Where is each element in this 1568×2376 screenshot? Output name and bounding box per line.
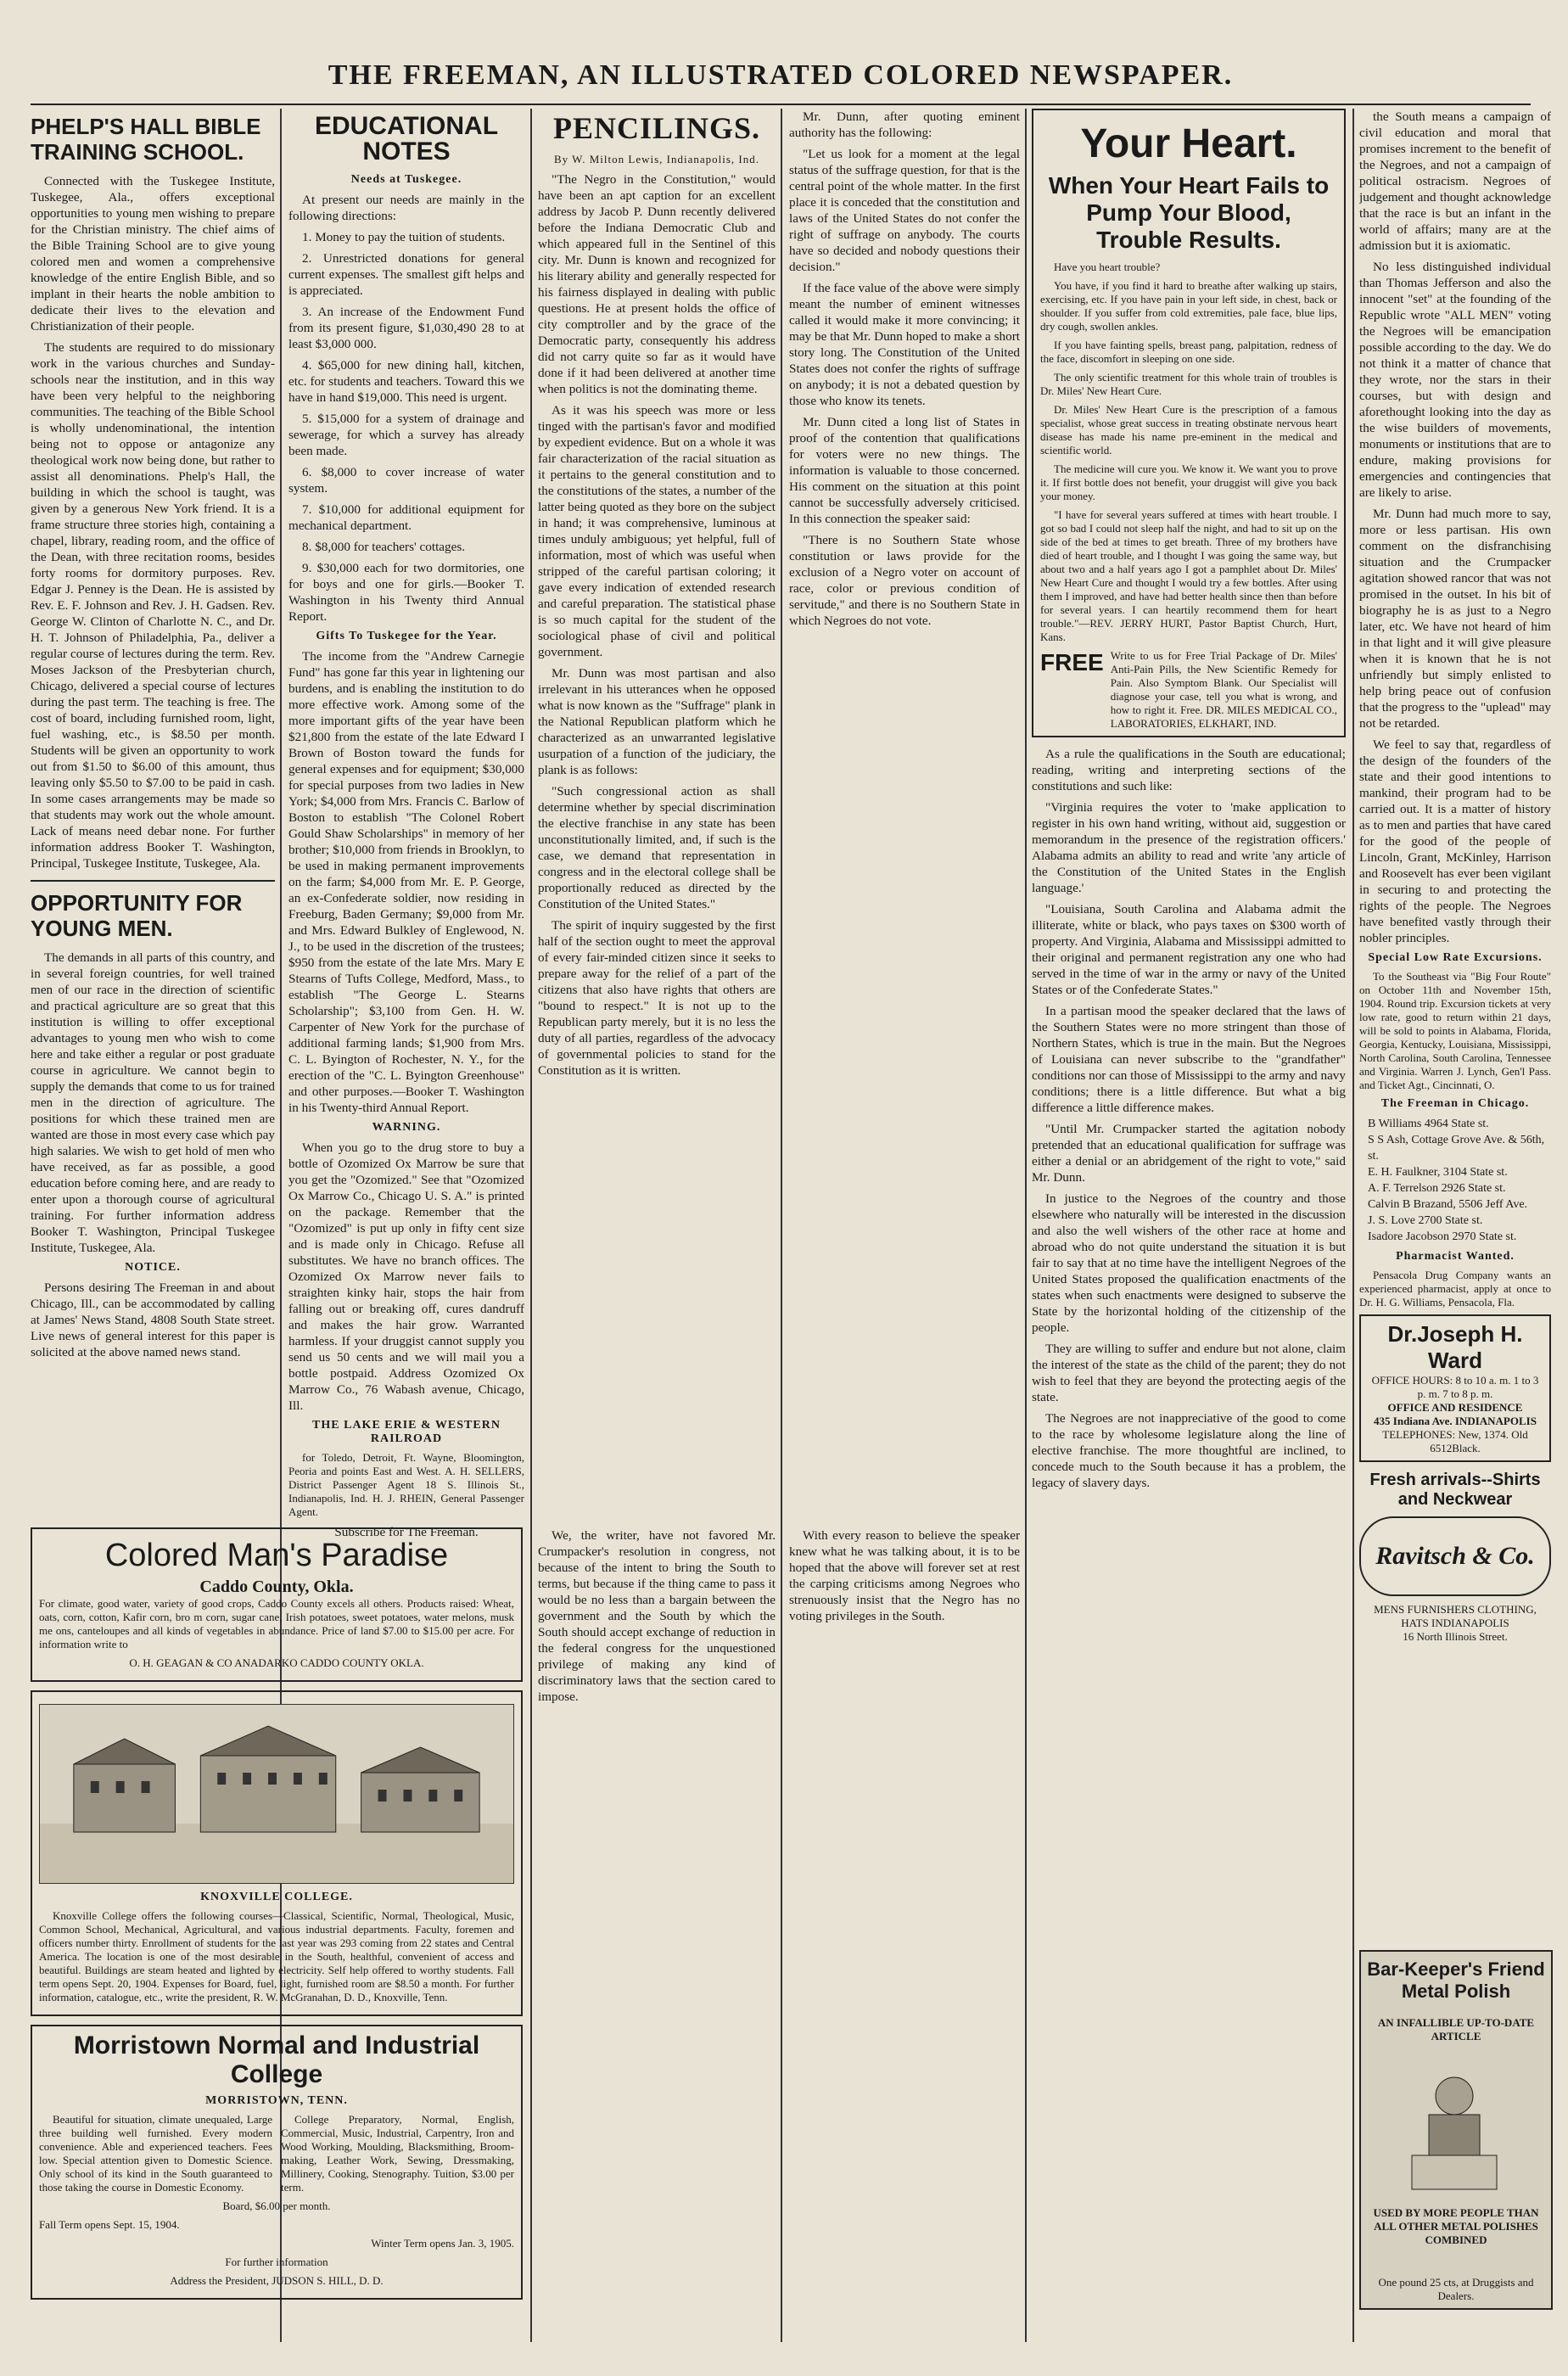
- warning-text: When you go to the drug store to buy a bottle of Ozomized Ox Marrow be sure that you get the "Ozomized." See that "Ozomized Ox Marrow Co., Chicago U. S. A." is printed on the package. Remember that the "Ozomized" is put up only in fifty cent size and is made only in Chicago. Refuse all substitutes. We have no branch offices. The Ozomized Ox Marrow never fails to straighten kinky hair, stops the hair from falling out or breaking off, cures dandruff and makes the hair grow. Warranted harmless. If your druggist cannot supply you send us 50 cents and we will mail you a bottle postpaid. Address Ozomized Ox Marrow Co., 76 Wabash avenue, Chicago, Ill.: [288, 1140, 524, 1413]
- ward-hours: OFFICE HOURS: 8 to 10 a. m. 1 to 3 p. m. 7 to 8 p. m.: [1371, 1374, 1539, 1400]
- qualifications-paragraph: "Until Mr. Crumpacker started the agitation nobody pretended that an educational qualification for suffrage was either a denial or an abridgement of the right to vote," said Mr. Dunn.: [1032, 1122, 1346, 1185]
- needs-item: 5. $15,000 for a system of drainage and sewerage, for which a survey has already been made.: [288, 412, 524, 458]
- paradise-text: For climate, good water, variety of good crops, Caddo County excels all others. Products raised: Wheat, oats, corn, cotton, Kafir corn, bro m corn, sugar cane, Irish potatoes, sweet potatoes, water melons, musk me ons, canteloupes and all kinds of vegetables in abundance. Price of land $7.00 to $15.00 per acre. For information write to: [39, 1597, 514, 1650]
- educational-heading: EDUCATIONAL NOTES: [314, 112, 499, 165]
- ads-block: [31, 1527, 523, 2342]
- needs-item: 9. $30,000 each for two dormitories, one for boys and one for girls.—Booker T. Washington in his Twenty third Annual Report.: [288, 561, 524, 624]
- chicago-agent: S S Ash, Cottage Grove Ave. & 56th, st.: [1368, 1134, 1545, 1163]
- pencilings-paragraph: If the face value of the above were simply meant the number of eminent witnesses called it would make it more convincing; it may be that Mr. Dunn hoped to make a short story long. The Constitution of the United States does not confer the rights of suffrage on anybody; it is not a debated question by those who know its tenets.: [789, 281, 1020, 408]
- needs-item: 8. $8,000 for teachers' cottages.: [302, 540, 466, 554]
- notice-heading: NOTICE.: [125, 1261, 181, 1274]
- subscribe-note: Subscribe for The Freeman.: [334, 1525, 479, 1539]
- morristown-ad: [31, 2025, 523, 2300]
- chicago-agent: A. F. Terrelson 2926 State st.: [1368, 1182, 1506, 1195]
- pencilings-paragraph: As it was his speech was more or less tinged with the partisan's favor and modified by expedient evidence. But on a whole it was fair characterization of the racial situation as it pertains to the general constitution and to the constitutions of the states, a number of the latter being quoted as they bore on the subject in hand; it was comprehensive, luminous at times unduly ambiguous; yet helpful, full of information, most of which was useful when stripped of the careful partisan coloring; it gave every indication of extended research and careful preparation. The statistical phase is so much capital for the student of the sociological phase of civil and political government.: [538, 403, 776, 659]
- morristown-left: Beautiful for situation, climate unequaled, Large three building well furnished. Every modern convenience. Able and experienced teachers. Fees low. Special attention given to Domestic Science. Only school of its kind in the South guaranteed to those taking the course in Domestic Economy.: [39, 2113, 272, 2194]
- opportunity-paragraph: The demands in all parts of this country, and in several foreign countries, for well trained men of our race in the direction of scientific and practical agriculture are so great that this institution is willing to offer exceptional advantages to young men who wish to come here and take either a regular or post graduate course in agriculture. We cannot begin to supply the demands that come to us for trained men in the direction of agriculture. The positions for which these trained men are wanted are those in most every case which pay high salaries. We wish to get hold of men who have received, as far as possible, a good education before coming here, and are ready to enter upon a thorough course of agricultural training. For further information address Booker T. Washington, Principal Tuskegee Institute, Tuskegee, Ala.: [31, 950, 275, 1255]
- pencilings-paragraph: Mr. Dunn, after quoting eminent authority has the following:: [789, 109, 1020, 140]
- column-rule: [530, 109, 532, 2342]
- needs-heading: Needs at Tuskegee.: [350, 173, 462, 186]
- chicago-list: [1359, 1116, 1551, 1245]
- gifts-text: The income from the "Andrew Carnegie Fund" has gone far this year in lightening our burdens, and is enabling the institution to do more effective work. Among some of the more important gifts of the year have been $21,800 from the estate of the late Edward I Brown of Boston toward the funds for general expenses and for equipment; $30,000 for special purposes from two ladies in New York; $4,000 from Mrs. Francis C. Barlow of Boston to establish "The Colonel Robert Gould Shaw Scholarships" in memory of her brother; $10,000 from friends in Brooklyn, to be used in making permanent improvements on the farm; $4,000 from Mr. E. P. George, an ex-Confederate soldier, now residing in Freeburg, Baden Germany; $9,000 from Mr. and Mrs. Edward Bulkley of Englewood, N. J., to be used in the discretion of the trustees; $950 from the estate of the late Mrs. Mary E Stearns of Tufts College, Medford, Mass., to establish "The George L. Stearns Scholarship"; $3,100 from Gen. H. W. Carpenter of New York for the purchase of additional farming lands; $1,900 from Mrs. C. L. Byington of Rochester, N. Y., for the erection of the "C. L. Byington Greenhouse" and other purposes.—Booker T. Washington in his Twenty-third Annual Report.: [288, 649, 524, 1115]
- paradise-ad: [31, 1527, 523, 1682]
- pencilings-paragraph: With every reason to believe the speaker knew what he was talking about, it is to be hoped that the above will forever set at rest the carping criticisms among Negroes who strenuously insist that the Negro has no voting privileges in the South.: [789, 1528, 1020, 1623]
- morristown-winter: Winter Term opens Jan. 3, 1905.: [371, 2237, 514, 2250]
- heart-free-offer: [1040, 649, 1337, 731]
- free-label: FREE: [1040, 649, 1104, 675]
- pencilings-heading: PENCILINGS.: [552, 111, 761, 145]
- column-rule: [1352, 109, 1354, 2342]
- col6-paragraph: No less distinguished individual than Thomas Jefferson and also the innocent "set" at the founding of the Republic wrote "ALL MEN" voting the Negroes will be emancipation possible according to the day. We do not think it a matter of chance that they wrote, nor the stars in their courses, but with design and aforethought looking into the day as the wise builders of movements, monuments or institutions that are to endure, making provisions for emergencies and contingencies that are likely to arise.: [1359, 260, 1551, 500]
- morristown-fall: Fall Term opens Sept. 15, 1904.: [39, 2218, 180, 2231]
- polish-footer: One pound 25 cts, at Druggists and Dealers.: [1378, 2276, 1534, 2302]
- ward-telephones: TELEPHONES: New, 1374. Old 6512Black.: [1382, 1428, 1528, 1454]
- pencilings-paragraph: "Let us look for a moment at the legal status of the suffrage question, for that is the central point of the whole matter. In the first place it is conceded that the constitution and laws of the United States do not confer the right of suffrage on anybody. The courts have so decided and nobody questions their decision.": [789, 147, 1020, 274]
- chicago-agent: Isadore Jacobson 2970 State st.: [1368, 1230, 1517, 1243]
- needs-item: 1. Money to pay the tuition of students.: [302, 230, 506, 244]
- column-3: [538, 109, 776, 1519]
- column-rule: [1025, 109, 1027, 2342]
- column-5: [1032, 109, 1346, 2342]
- heart-subheading: When Your Heart Fails to Pump Your Blood, Trouble Results.: [1048, 172, 1330, 253]
- excursion-text: To the Southeast via "Big Four Route" on October 11th and November 15th, 1904. Round trip. Excursion tickets at very low rate, good to return within 21 days, will be sold to points in Alabama, Florida, Georgia, Kentucky, Louisiana, Mississippi, North Carolina, South Carolina, Tennessee and Virginia. Warren J. Lynch, Gen'l Pass. and Ticket Agt., Cincinnati, O.: [1359, 970, 1551, 1091]
- column-4: [789, 109, 1020, 1519]
- ward-ad: [1359, 1314, 1551, 1462]
- knoxville-text: Knoxville College offers the following courses—Classical, Scientific, Normal, Theological, Music, Common School, Mechanical, Agricultural, and various industrial departments. Faculty, foremen and officers number thirty. Enrollment of students for the last year was 293 coming from 22 states and Central America. The location is one of the most desirable in the South, healthful, convenient of access and beautiful. Buildings are steam heated and lighted by electricity. Self help offered to worthy students. Fall term opens Sept. 20, 1904. Expenses for Board, fuel, light, furnished room are $8.50 a month. For further information, catalogue, etc., write the president, R. W. McGranahan, D. D., Knoxville, Tenn.: [39, 1909, 514, 2003]
- chicago-heading: The Freeman in Chicago.: [1380, 1097, 1530, 1110]
- pencilings-paragraph: "There is no Southern State whose constitution or laws provide for the exclusion of a Negro voter on account of race, color or previous condition of servitude," and there is no Southern State in which Negroes do not vote.: [789, 533, 1020, 628]
- qualifications-paragraph: They are willing to suffer and endure but not alone, claim the interest of the state as the child of the parent; they do not wish to feel that they are beyond the protecting aegis of the state.: [1032, 1342, 1346, 1404]
- polish-used-by: USED BY MORE PEOPLE THAN ALL OTHER METAL POLISHES COMBINED: [1373, 2206, 1539, 2246]
- knoxville-illustration: [39, 1704, 514, 1884]
- chicago-agent: Calvin B Brazand, 5506 Jeff Ave.: [1368, 1198, 1528, 1211]
- ravitsch-tagline: MENS FURNISHERS CLOTHING, HATS INDIANAPOLIS: [1374, 1603, 1537, 1629]
- phelps-paragraph: Connected with the Tuskegee Institute, Tuskegee, Ala., offers exceptional opportunities to young men wishing to prepare for the Christian ministry. The chief aims of the Bible Training School are to give young colored men and women a comprehensive knowledge of the entire English Bible, and so implant in their hearts the noble ambition to dedicate their lives to the elevation and Christianization of their people.: [31, 174, 275, 333]
- morristown-address: Address the President, JUDSON S. HILL, D. D.: [170, 2274, 384, 2287]
- needs-item: 7. $10,000 for additional equipment for mechanical department.: [288, 502, 524, 533]
- morristown-columns: [39, 2113, 514, 2199]
- notice-text: Persons desiring The Freeman in and about Chicago, Ill., can be accommodated by calling at James' News Stand, 4808 South State street. Live news of general interest for this paper is solicited at the above named news stand.: [31, 1280, 275, 1359]
- newspaper-page: [12, 0, 1549, 2376]
- gifts-heading: Gifts To Tuskegee for the Year.: [316, 630, 497, 642]
- phelps-heading: PHELP'S HALL BIBLE TRAINING SCHOOL.: [31, 114, 261, 165]
- polish-illustration: [1395, 2071, 1514, 2198]
- column-3-lower: [538, 1527, 776, 2342]
- free-text: Write to us for Free Trial Package of Dr. Miles' Anti-Pain Pills, the New Scientific Remedy for Pain. Also Symptom Blank. Our Specialist will diagnose your case, tell you what is wrong, and how to right it. Free. DR. MILES MEDICAL CO., LABORATORIES, ELKHART, IND.: [1110, 649, 1337, 730]
- ward-office: OFFICE AND RESIDENCE: [1387, 1401, 1523, 1414]
- qualifications-paragraph: In justice to the Negroes of the country and those elsewhere who naturally will be interested in the discussion and also the well wishers of the other race at home and abroad who do not quite understand the situation it is but fair to say that at no time have the intelligent Negroes of the United States proposed the qualification enactments of the states when such enactments were designed to subserve the State by the horizontal holding of the citizenship of the people.: [1032, 1191, 1346, 1335]
- morristown-info: For further information: [225, 2256, 328, 2268]
- fresh-arrivals: Fresh arrivals--Shirts and Neckwear: [1369, 1471, 1541, 1509]
- qualifications-paragraph: "Louisiana, South Carolina and Alabama admit the illiterate, white or black, who pays taxes on $300 worth of property. And Virginia, Alabama and Mississippi admitted to their original and permanent registration any one who had served in the time of war in the army or navy of the United States or of the Confederate States.": [1032, 902, 1346, 997]
- paradise-signature: O. H. GEAGAN & CO ANADARKO CADDO COUNTY OKLA.: [129, 1656, 424, 1669]
- chicago-agent: J. S. Love 2700 State st.: [1368, 1214, 1483, 1227]
- heart-paragraph: If you have fainting spells, breast pang, palpitation, redness of the face, discomfort in sleeping on one side.: [1040, 339, 1337, 365]
- needs-item: 6. $8,000 to cover increase of water system.: [288, 465, 524, 496]
- ravitsch-logo: Ravitsch & Co.: [1359, 1516, 1551, 1596]
- column-rule: [781, 109, 782, 2342]
- pencilings-byline: By W. Milton Lewis, Indianapolis, Ind.: [553, 153, 760, 165]
- paradise-subtitle: Caddo County, Okla.: [199, 1577, 354, 1596]
- phelps-paragraph: The students are required to do missionary work in the various churches and Sunday-schools near the institution, and in this way have been very helpful to the neighboring communities. The teaching of the Bible School is wholly undenominational, the intention being not to oppose or antagonize any theological work now being done, but rather to assist all denominations. Phelp's Hall, the building in which the school is taught, was given by a generous New York friend. It is a frame structure three stories high, containing a chapel, library, reading room, and the office of the Dean, with three recitation rooms, besides forty rooms for dormitory purposes. Rev. Edgar J. Penney is the Dean. He is assisted by Rev. E. F. Johnson and Rev. J. H. Gadsen. Rev. George W. Clinton of Charlotte N. C., and Dr. H. T. Johnson of Philadelphia, Pa., deliver a regular course of lectures during the term. Rev. Moses Jackson of the Presbyterian church, Chicago, delivered a special course of lectures during the past term. The teaching is free. The cost of board, including furnished room, light, fuel washing, etc., is $8.50 per month. Students will be given an opportunity to work out from $1.50 to $6.00 of this amount, thus leaving only $5.50 to $7.00 to be paid in cash. In some cases arrangements may be made so that students may work out the whole amount. Lack of means need debar none. For further information address Booker T. Washington, Principal, Tuskegee Institute, Tuskegee, Ala.: [31, 340, 275, 871]
- heart-testimonial: "I have for several years suffered at times with heart trouble. I got so bad I could not sleep half the night, and had to sit up on the side of the bed at times to get breath. Three of my brothers have died of heart trouble, and I thought I was going the same way, but about two and a half years ago I got a pamphlet about Dr. Miles' New Heart Cure and thought I would try a few bottles. After using them I improved, and have had better health since then than before for several years. I can heartily recommend them for heart trouble."—REV. JERRY HURT, Pastor Baptist Church, Hurt, Kans.: [1040, 508, 1337, 643]
- morristown-board: Board, $6.00 per month.: [222, 2199, 331, 2212]
- railroad-text: for Toledo, Detroit, Ft. Wayne, Bloomington, Peoria and points East and West. A. H. SELLERS, District Passenger Agent 18 S. Illinois St., Indianapolis, Ind. H. J. RHEIN, General Passenger Agent.: [288, 1451, 524, 1518]
- heart-paragraph: Dr. Miles' New Heart Cure is the prescription of a famous specialist, whose great success in treating obstinate nervous heart disease has made his name pre-eminent in the medical and scientific world.: [1040, 403, 1337, 457]
- ward-name: Dr.Joseph H. Ward: [1387, 1321, 1523, 1373]
- heart-paragraph: The only scientific treatment for this whole train of troubles is Dr. Miles' New Heart Cure.: [1040, 371, 1337, 397]
- heart-heading: Your Heart.: [1080, 121, 1297, 166]
- heart-paragraph: You have, if you find it hard to breathe after walking up stairs, exercising, etc. If you have pain in your left side, in chest, back or shoulder. If you suffer from cold extremities, pale face, blue lips, dry cough, swollen ankles.: [1040, 279, 1337, 333]
- col6-paragraph: Mr. Dunn had much more to say, more or less partisan. His own comment on the disfranchising situation and the Crumpacker agitation showed rancor that was not promised in the outset. In his bit of biography he is as just to a Negro later, etc. We have not heard of him in that light and it will give pleasure when it is known that he is not unfriendly but simply enlisted to help bring peace out of confusion that the progress to the "uplead" may not be retarded.: [1359, 507, 1551, 731]
- morristown-title: Morristown Normal and Industrial College: [73, 2031, 480, 2088]
- pencilings-paragraph: Mr. Dunn cited a long list of States in proof of the contention that qualifications for voters were no new things. The information is valuable to those concerned. His comment on the situation at this point cannot be successfully adversely criticised. In this connection the speaker said:: [789, 415, 1020, 526]
- warning-heading: WARNING.: [372, 1121, 441, 1134]
- pencilings-paragraph: "Such congressional action as shall determine whether by special discrimination the elective franchise in any state has been unconstitutionally limited, and, if such is the case, we demand that representation in congress and in the electoral college shall be proportionally reduced as directed by the Constitution of the United States.": [538, 784, 776, 911]
- railroad-heading: THE LAKE ERIE & WESTERN RAILROAD: [312, 1419, 501, 1445]
- chicago-agent: E. H. Faulkner, 3104 State st.: [1368, 1166, 1508, 1179]
- heart-paragraph: The medicine will cure you. We know it. We want you to prove it. If first bottle does not benefit, your druggist will give you back your money.: [1040, 462, 1337, 502]
- campus-drawing: [40, 1705, 513, 1883]
- column-4-lower: [789, 1527, 1020, 2342]
- pencilings-paragraph: We, the writer, have not favored Mr. Crumpacker's resolution in congress, not because of the intent to bring the South to terms, but because if the thing came to pass it would be no less than a bargain between the government and the South by which the South should accept exchange of reduction in the federal congress for the unquestioned privilege of making any kind of discriminatory laws that the section cared to impose.: [538, 1528, 776, 1704]
- ward-address: 435 Indiana Ave. INDIANAPOLIS: [1374, 1415, 1537, 1427]
- pencilings-paragraph: Mr. Dunn was most partisan and also irrelevant in his utterances when he opposed what is now known as the "Suffrage" plank in the National Republican platform which he characterized as an unwarranted legislative usurpation of a function of the judiciary, the plank is as follows:: [538, 666, 776, 777]
- qualifications-paragraph: In a partisan mood the speaker declared that the laws of the Southern States were no more stringent than those of Northern States, which is true in the main. But the Negroes of Louisiana can never subscribe to the "grandfather" conditions nor can those of Mississippi to the army and navy conditions; there is a little difference. But what a big difference a little difference makes.: [1032, 1004, 1346, 1115]
- heart-ad: [1032, 109, 1346, 737]
- needs-item: 2. Unrestricted donations for general current expenses. The smallest gift helps and is appreciated.: [288, 251, 524, 298]
- morristown-right: College Preparatory, Normal, English, Commercial, Music, Industrial, Carpentry, Iron and Wood Working, Moulding, Blacksmithing, Broom-making, Leather Work, Sewing, Dressmaking, Millinery, Cooking, Stenography. Tuition, $3.00 per term.: [281, 2113, 514, 2194]
- masthead-rule: [31, 104, 1531, 105]
- polish-can-icon: [1395, 2071, 1514, 2198]
- paradise-title: Colored Man's Paradise: [104, 1538, 449, 1573]
- morristown-subtitle: MORRISTOWN, TENN.: [205, 2094, 348, 2107]
- pencilings-paragraph: "The Negro in the Constitution," would have been an apt caption for an excellent address by Jacob P. Dunn recently delivered before the Indiana Democratic Club and which appeared full in the Sentinel of this city. Mr. Dunn is known and recognized for his literary ability and generally respected for his fairness displayed in dealing with public questions. He at present holds the office of city comptroller and by the grace of the Democratic party, consequently his address did not carry quite so far as it would have done if it had been delivered at another time when politics is not the dominating theme.: [538, 172, 776, 396]
- chicago-agent: B Williams 4964 State st.: [1368, 1118, 1489, 1130]
- knoxville-ad: [31, 1690, 523, 2016]
- col6-paragraph: We feel to say that, regardless of the design of the founders of the state and their good intentions to mankind, their program had to be carried out. It is a matter of history as to men and parties that have cared for the good of the people of Lincoln, Grant, McKinley, Harrison and Roosevelt has ever been vigilant in securing to and protecting the rights of the people. The Negroes have benefited vastly through their nobler principles.: [1359, 737, 1551, 945]
- section-rule: [31, 880, 275, 882]
- polish-tagline: AN INFALLIBLE UP-TO-DATE ARTICLE: [1377, 2016, 1535, 2043]
- pencilings-paragraph: The spirit of inquiry suggested by the first half of the section ought to meet the approval of every fair-minded citizen since it seeks to prepare away for the relief of a part of the citizens that also have rights that others are "bound to respect." It is not up to the Republican party merely, but it is no less the duty of all parties, regardless of the advocacy of governmental policies to stand for the Constitution as it is written.: [538, 918, 776, 1078]
- knoxville-caption: KNOXVILLE COLLEGE.: [200, 1891, 353, 1903]
- ravitsch-address: 16 North Illinois Street.: [1403, 1630, 1508, 1643]
- masthead: THE FREEMAN, AN ILLUSTRATED COLORED NEWSPAPER.: [328, 59, 1234, 91]
- heart-paragraph: Have you heart trouble?: [1054, 261, 1161, 273]
- qualifications-paragraph: The Negroes are not inappreciative of the good to come to the race by wholesome legislature along the line of elective franchise. The more thoughtful are inclined, to concede much to the South because it has a problem, the legacy of slavery days.: [1032, 1411, 1346, 1490]
- pharmacist-text: Pensacola Drug Company wants an experienced pharmacist, apply at once to Dr. H. G. Williams, Pensacola, Fla.: [1359, 1269, 1551, 1308]
- qualifications-paragraph: "Virginia requires the voter to 'make application to register in his own hand writing, without aid, suggestion or memorandum in the presence of the registration officers.' Alabama admits an ability to read and write 'any article of the Constitution of the United States in the English language.': [1032, 800, 1346, 895]
- needs-intro: At present our needs are mainly in the following directions:: [288, 193, 524, 223]
- opportunity-heading: OPPORTUNITY FOR YOUNG MEN.: [31, 890, 243, 941]
- polish-ad: [1359, 1950, 1553, 2310]
- polish-title: Bar-Keeper's Friend Metal Polish: [1367, 1959, 1545, 2002]
- qualifications-paragraph: As a rule the qualifications in the South are educational; reading, writing and interpreting sections of the constitutions and such like:: [1032, 747, 1346, 793]
- needs-item: 3. An increase of the Endowment Fund from its present figure, $1,030,490 28 to at least $3,000 000.: [288, 305, 524, 351]
- col6-paragraph: the South means a campaign of civil education and moral that promises increment to the benefit of the Negroes, and not a campaign of political ostracism. Negroes of judgement and thought acknowledge that the race is but an infant in the world of affairs; many are at the admission but it is axiomatic.: [1359, 109, 1551, 253]
- needs-item: 4. $65,000 for new dining hall, kitchen, etc. for students and teachers. Toward this we have in hand $19,000. This need is urgent.: [288, 358, 524, 405]
- pharmacist-heading: Pharmacist Wanted.: [1396, 1250, 1515, 1263]
- excursion-heading: Special Low Rate Excursions.: [1368, 951, 1543, 964]
